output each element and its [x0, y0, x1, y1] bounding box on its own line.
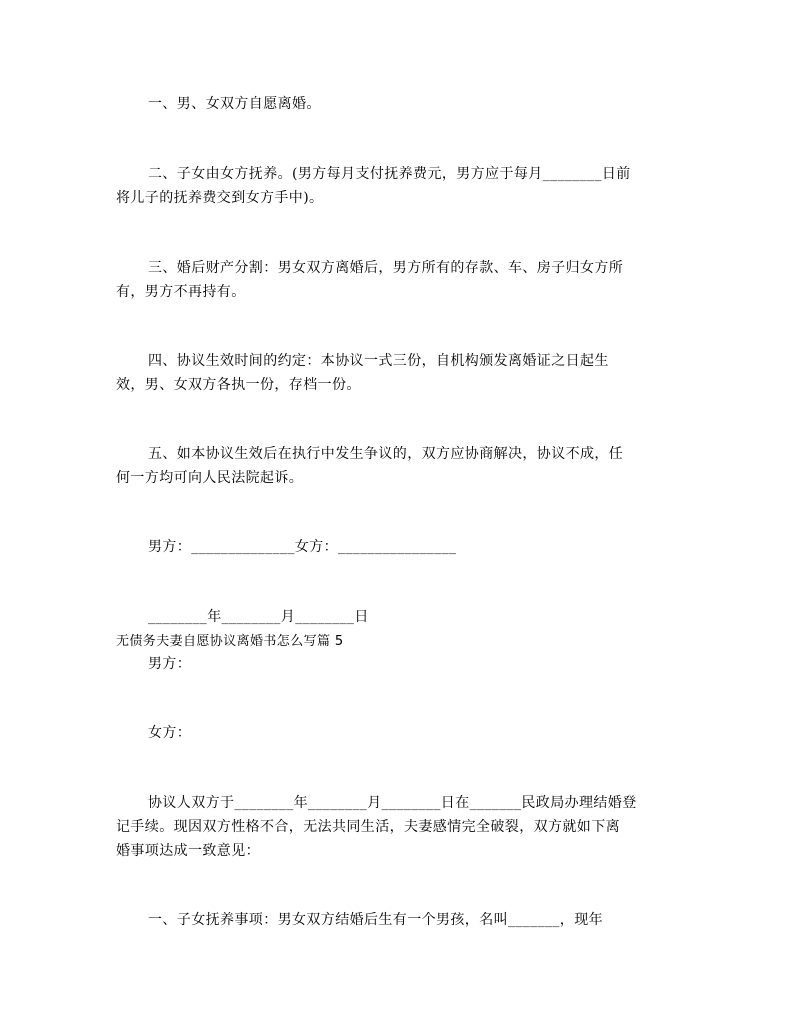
child-custody-line-1: 一、子女抚养事项：男女双方结婚后生有一个男孩，名叫_______，现年: [148, 912, 603, 928]
agreement-line-1: 协议人双方于________年________月________日在_______民政局办理结婚登: [148, 795, 637, 811]
section-title: 无债务夫妻自愿协议离婚书怎么写篇 5: [116, 634, 344, 649]
clause-2-line-2: 将儿子的抚养费交到女方手中)。: [116, 190, 324, 206]
man-label: 男方：: [148, 656, 192, 672]
clause-4-line-2: 效，男、女双方各执一份，存档一份。: [116, 377, 361, 393]
clause-3-line-1: 三、婚后财产分割：男女双方离婚后，男方所有的存款、车、房子归女方所: [148, 260, 624, 276]
clause-1: 一、男、女双方自愿离婚。: [148, 96, 321, 112]
clause-5-line-2: 何一方均可向人民法院起诉。: [116, 470, 304, 486]
clause-5-line-1: 五、如本协议生效后在执行中发生争议的，双方应协商解决，协议不成，任: [148, 446, 624, 462]
signature-line: 男方：______________女方：________________: [148, 539, 457, 555]
agreement-line-2: 记手续。现因双方性格不合，无法共同生活，夫妻感情完全破裂，双方就如下离: [116, 819, 620, 835]
woman-label: 女方：: [148, 725, 192, 741]
clause-4-line-1: 四、协议生效时间的约定：本协议一式三份，自机构颁发离婚证之日起生: [148, 353, 609, 369]
date-line: ________年________月________日: [148, 609, 369, 625]
clause-3-line-2: 有，男方不再持有。: [116, 284, 246, 300]
clause-2-line-1: 二、子女由女方抚养。(男方每月支付抚养费元，男方应于每月________日前: [148, 166, 631, 182]
agreement-line-3: 婚事项达成一致意见：: [116, 843, 260, 859]
